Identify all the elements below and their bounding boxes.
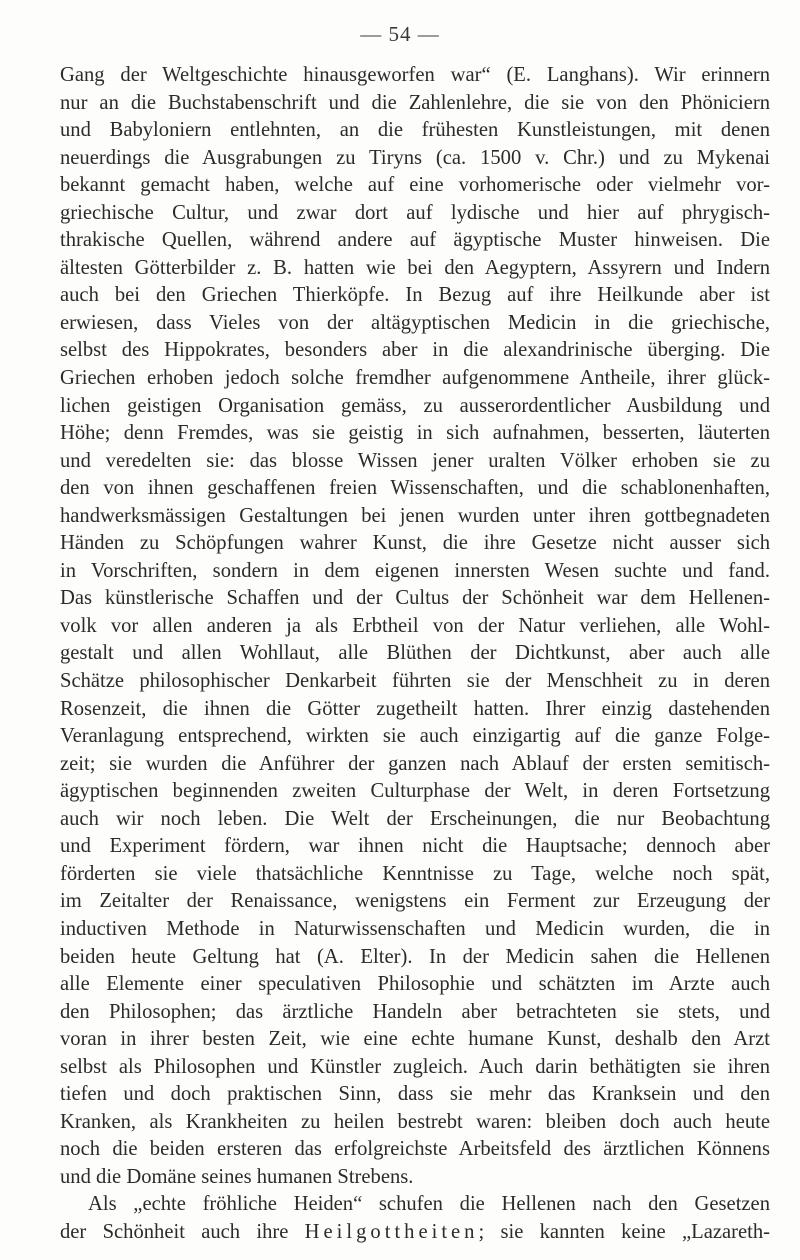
text-line: thrakische Quellen, während andere auf ägyptische Muster hinweisen. Die	[60, 229, 770, 252]
text-line: Kranken, als Krankheiten zu heilen bestrebt waren: bleiben doch auch heute	[60, 1110, 770, 1133]
text-line: selbst des Hippokrates, besonders aber in die alexandrinische überging. Die	[60, 339, 770, 362]
text-line: Veranlagung entsprechend, wirkten sie auch einzigartig auf die ganze Folge-	[60, 725, 770, 748]
text-line: Schätze philosophischer Denkarbeit führten sie der Menschheit zu in deren	[60, 670, 770, 693]
text-line: noch die beiden ersteren das erfolgreichste Arbeitsfeld des ärztlichen Könnens	[60, 1138, 770, 1161]
text-line: den von ihnen geschaffenen freien Wissenschaften, und die schablonenhaften,	[60, 477, 770, 500]
text-fragment: der Schönheit auch ihre	[60, 1220, 305, 1243]
text-line: Griechen erhoben jedoch solche fremdher aufgenommene Antheile, ihrer glück-	[60, 367, 770, 390]
text-line: Höhe; denn Fremdes, was sie geistig in sich aufnahmen, besserten, läuterten	[60, 422, 770, 445]
text-line: Rosenzeit, die ihnen die Götter zugetheilt hatten. Ihrer einzig dastehenden	[60, 697, 770, 720]
text-line: handwerksmässigen Gestaltungen bei jenen wurden unter ihren gottbegnadeten	[60, 504, 770, 527]
text-line: bekannt gemacht haben, welche auf eine vorhomerische oder vielmehr vor-	[60, 174, 770, 197]
page-number: — 54 —	[360, 22, 440, 46]
text-line: ältesten Götterbilder z. B. hatten wie bei den Aegyptern, Assyrern und Indern	[60, 256, 770, 279]
text-line: Als „echte fröhliche Heiden“ schufen die Hellenen nach den Gesetzen	[88, 1193, 770, 1216]
text-line: neuerdings die Ausgrabungen zu Tiryns (ca. 1500 v. Chr.) und zu Mykenai	[60, 146, 770, 169]
text-line: förderten sie viele thatsächliche Kenntnisse zu Tage, welche noch spät,	[60, 862, 770, 885]
text-line: den Philosophen; das ärztliche Handeln aber betrachteten sie stets, und	[60, 1000, 770, 1023]
text-line: und Babyloniern entlehnten, an die frühesten Kunstleistungen, mit denen	[60, 119, 770, 142]
text-line	[60, 1219, 770, 1247]
text-line: voran in ihrer besten Zeit, wie eine echte humane Kunst, deshalb den Arzt	[60, 1028, 770, 1051]
spaced-emphasis: Heilgottheiten	[304, 1220, 479, 1243]
text-line: und veredelten sie: das blosse Wissen jener uralten Völker erhoben sie zu	[60, 449, 770, 472]
body-text	[60, 62, 770, 1247]
text-line: zeit; sie wurden die Anführer der ganzen nach Ablauf der ersten semitisch-	[60, 752, 770, 775]
text-line: beiden heute Geltung hat (A. Elter). In der Medicin sahen die Hellenen	[60, 945, 770, 968]
text-line: selbst als Philosophen und Künstler zugleich. Auch darin bethätigten sie ihren	[60, 1055, 770, 1078]
text-line: lichen geistigen Organisation gemäss, zu ausserordentlicher Ausbildung und	[60, 394, 770, 417]
text-line: erwiesen, dass Vieles von der altägyptischen Medicin in die griechische,	[60, 311, 770, 334]
text-line: und die Domäne seines humanen Strebens.	[60, 1165, 414, 1188]
text-line: volk vor allen anderen ja als Erbtheil von der Natur verliehen, alle Wohl-	[60, 614, 770, 637]
text-line: in Vorschriften, sondern in dem eigenen innersten Wesen suchte und fand.	[60, 559, 770, 582]
text-line: Händen zu Schöpfungen wahrer Kunst, die ihre Gesetze nicht ausser sich	[60, 532, 770, 555]
text-line: im Zeitalter der Renaissance, wenigstens ein Ferment zur Erzeugung der	[60, 890, 770, 913]
text-line: auch bei den Griechen Thierköpfe. In Bezug auf ihre Heilkunde aber ist	[60, 284, 770, 307]
text-fragment: ; sie kannten keine „Lazareth-	[478, 1220, 770, 1243]
text-line: Das künstlerische Schaffen und der Cultus der Schönheit war dem Hellenen-	[60, 587, 770, 610]
text-line: alle Elemente einer speculativen Philosophie und schätzten im Arzte auch	[60, 973, 770, 996]
text-line: gestalt und allen Wohllaut, alle Blüthen der Dichtkunst, aber auch alle	[60, 642, 770, 665]
text-line: und Experiment fördern, war ihnen nicht die Hauptsache; dennoch aber	[60, 835, 770, 858]
text-line: griechische Cultur, und zwar dort auf lydische und hier auf phrygisch-	[60, 201, 770, 224]
text-line: tiefen und doch praktischen Sinn, dass sie mehr das Kranksein und den	[60, 1083, 770, 1106]
text-line: inductiven Methode in Naturwissenschaften und Medicin wurden, die in	[60, 917, 770, 940]
text-line: Gang der Weltgeschichte hinausgeworfen war“ (E. Langhans). Wir erinnern	[60, 64, 770, 86]
text-line: nur an die Buchstabenschrift und die Zahlenlehre, die sie von den Phöniciern	[60, 91, 770, 114]
text-line: auch wir noch leben. Die Welt der Erscheinungen, die nur Beobachtung	[60, 807, 770, 830]
text-line: ägyptischen beginnenden zweiten Culturphase der Welt, in deren Fortsetzung	[60, 780, 770, 803]
